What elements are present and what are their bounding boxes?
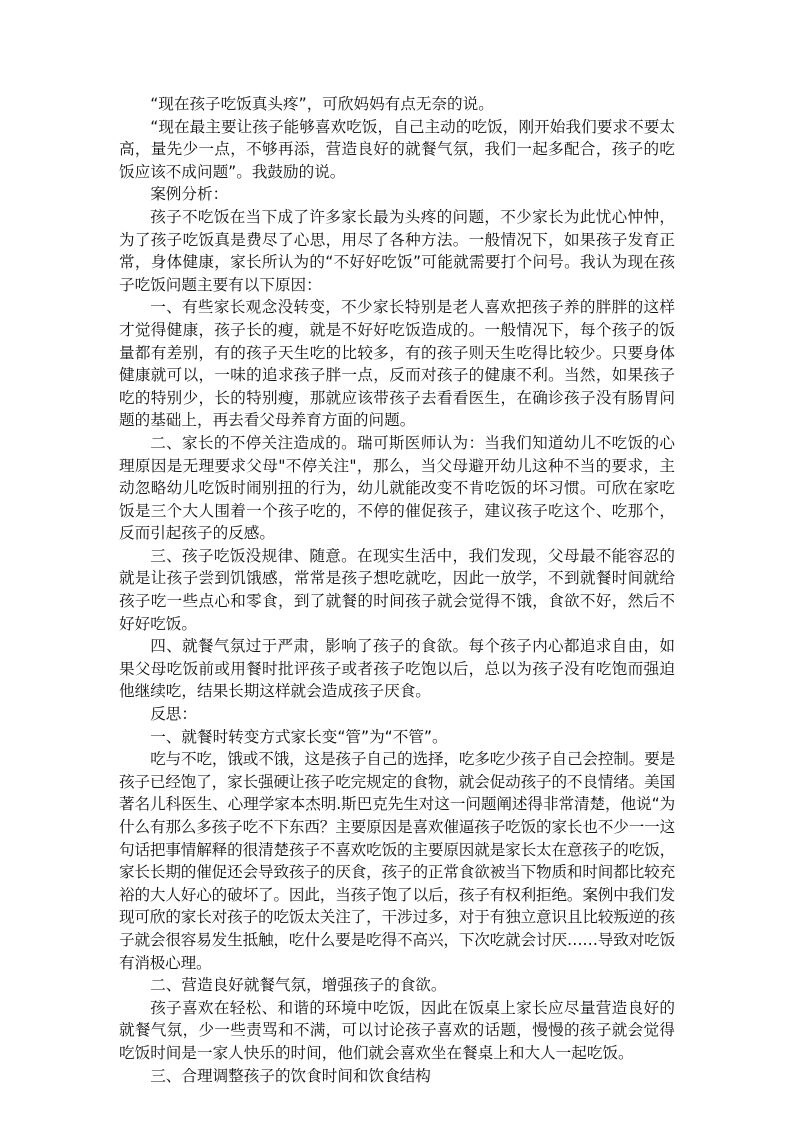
paragraph-analysis-intro: 孩子不吃饭在当下成了许多家长最为头疼的问题，不少家长为此忧心忡忡，为了孩子吃饭真是费尽了心思，用尽了各种方法。一般情况下，如果孩子发育正常，身体健康，家长所认为的“不好好吃饭”可能就需要打个问号。我认为现在孩子吃饭问题主要有以下原因： xyxy=(119,207,675,294)
document-page xyxy=(119,93,675,1087)
heading-case-analysis: 案例分析： xyxy=(150,185,229,204)
paragraph-reason-4: 四、就餐气氛过于严肃，影响了孩子的食欲。每个孩子内心都追求自由，如果父母吃饭前或用餐时批评孩子或者孩子吃饱以后，总以为孩子没有吃饱而强迫他继续吃，结果长期这样就会造成孩子厌食。 xyxy=(119,637,675,701)
paragraph-reason-2: 二、家长的不停关注造成的。瑞可斯医师认为：当我们知道幼儿不吃饭的心理原因是无理要求父母"不停关注"，那么，当父母避开幼儿这种不当的要求，主动忽略幼儿吃饭时闹别扭的行为，幼儿就能改变不肯吃饭的坏习惯。可欣在家吃饭是三个大人围着一个孩子吃的，不停的催促孩子，建议孩子吃这个、吃那个，反而引起孩子的反感。 xyxy=(119,433,675,543)
heading-reflection-1: 一、就餐时转变方式家长变“管”为“不管”。 xyxy=(150,727,448,746)
heading-reflection-2: 二、营造良好就餐气氛，增强孩子的食欲。 xyxy=(150,976,447,995)
paragraph-encouragement: “现在最主要让孩子能够喜欢吃饭，自己主动的吃饭，刚开始我们要求不要太高，量先少一点，不够再添，营造良好的就餐气氛，我们一起多配合，孩子的吃饭应该不成问题”。我鼓励的说。 xyxy=(119,117,675,181)
paragraph-reflection-1-body: 吃与不吃，饿或不饿，这是孩子自己的选择，吃多吃少孩子自己会控制。要是孩子已经饱了，家长强硬让孩子吃完规定的食物，就会促动孩子的不良情绪。美国著名儿科医生、心理学家本杰明.斯巴克先生对这一问题阐述得非常清楚，他说“为什么有那么多孩子吃不下东西？主要原因是喜欢催逼孩子吃饭的家长也不少一一这句话把事情解释的很清楚孩子不喜欢吃饭的主要原因就是家长太在意孩子的吃饭，家长长期的催促还会导致孩子的厌食，孩子的正常食欲被当下物质和时间都比较充裕的大人好心的破坏了。因此，当孩子饱了以后，孩子有权利拒绝。案例中我们发现可欣的家长对孩子的吃饭太关注了，干涉过多，对于有独立意识且比较叛逆的孩子就会很容易发生抵触，吃什么要是吃得不高兴，下次吃就会讨厌……导致对吃饭有消极心理。 xyxy=(119,750,675,972)
paragraph-reason-1: 一、有些家长观念没转变，不少家长特别是老人喜欢把孩子养的胖胖的这样才觉得健康，孩子长的瘦，就是不好好吃饭造成的。一般情况下，每个孩子的饭量都有差别，有的孩子天生吃的比较多，有的孩子则天生吃得比较少。只要身体健康就可以，一味的追求孩子胖一点，反而对孩子的健康不利。当然，如果孩子吃的特别少，长的特别瘦，那就应该带孩子去看看医生，在确诊孩子没有肠胃问题的基础上，再去看父母养育方面的问题。 xyxy=(119,298,675,430)
paragraph-opening-quote: “现在孩子吃饭真头疼”，可欣妈妈有点无奈的说。 xyxy=(150,95,494,113)
paragraph-reflection-2-body: 孩子喜欢在轻松、和谐的环境中吃饭，因此在饭桌上家长应尽量营造良好的就餐气氛，少一些责骂和不满，可以讨论孩子喜欢的话题，慢慢的孩子就会觉得吃饭时间是一家人快乐的时间，他们就会喜欢坐在餐桌上和大人一起吃饭。 xyxy=(119,998,675,1062)
heading-reflection-3: 三、合理调整孩子的饮食时间和饮食结构 xyxy=(150,1066,431,1085)
heading-reflection: 反思： xyxy=(150,705,197,724)
paragraph-reason-3: 三、孩子吃饭没规律、随意。在现实生活中，我们发现，父母最不能容忍的就是让孩子尝到饥饿感，常常是孩子想吃就吃，因此一放学，不到就餐时间就给孩子吃一些点心和零食，到了就餐的时间孩子就会觉得不饿，食欲不好，然后不好好吃饭。 xyxy=(119,546,675,633)
